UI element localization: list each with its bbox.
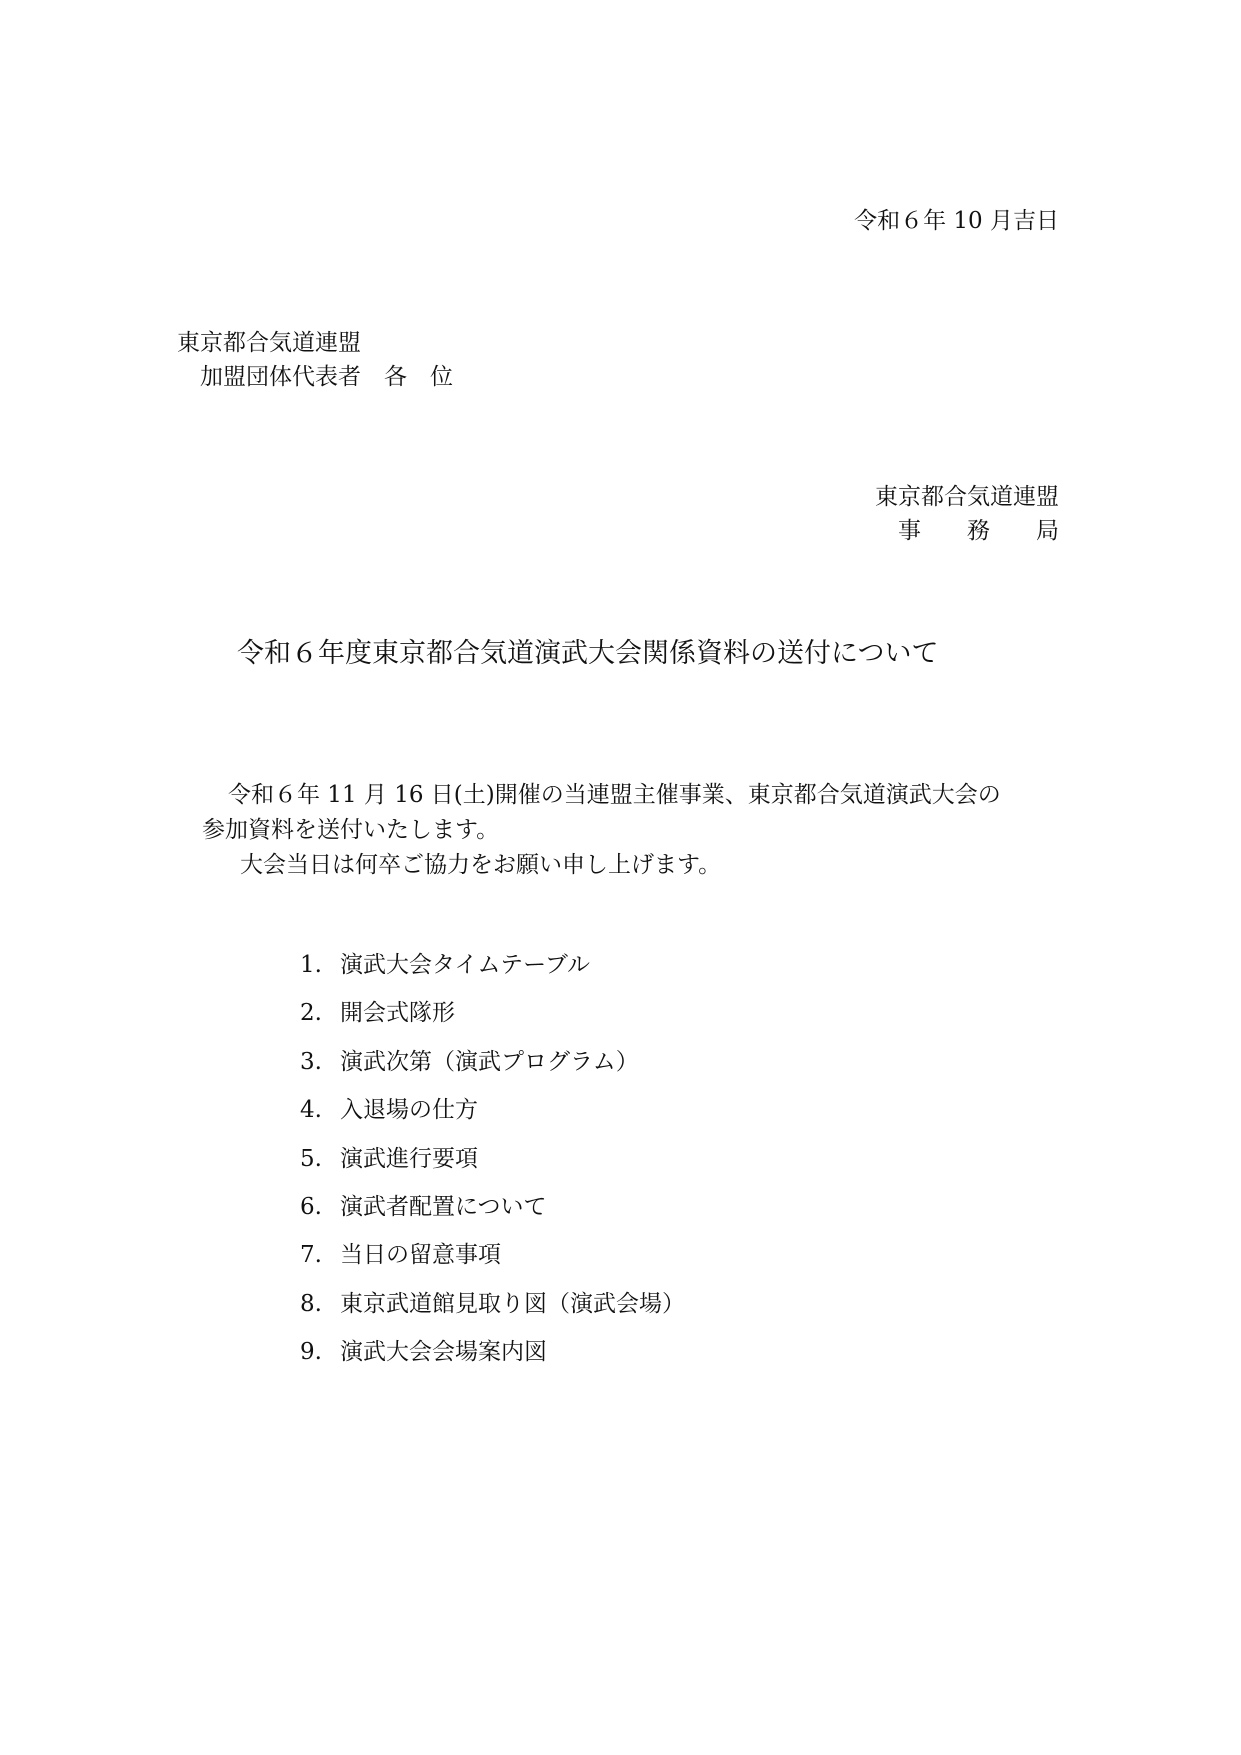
list-item-text: 演武者配置について <box>340 1193 547 1220</box>
recipient-title: 加盟団体代表者 各 位 <box>200 364 453 390</box>
list-item-number: 8. <box>300 1290 322 1317</box>
body-paragraph-1-line-2: 参加資料を送付いたします。 <box>202 817 500 843</box>
list-item <box>300 1047 685 1095</box>
list-item <box>300 1144 685 1192</box>
body-paragraph-1-line-1: 令和６年 11 月 16 日(土)開催の当連盟主催事業、東京都合気道演武大会の <box>228 782 1001 808</box>
list-item-number: 3. <box>300 1048 322 1075</box>
list-item-number: 6. <box>300 1193 322 1220</box>
list-item-text: 東京武道館見取り図（演武会場） <box>340 1290 685 1317</box>
list-item <box>300 1289 685 1337</box>
list-item <box>300 950 685 998</box>
list-item-text: 当日の留意事項 <box>340 1242 501 1269</box>
list-item-number: 2. <box>300 1000 322 1027</box>
document-date: 令和６年 10 月吉日 <box>854 208 1059 234</box>
body-paragraph-2: 大会当日は何卒ご協力をお願い申し上げます。 <box>240 852 722 878</box>
list-item-text: 演武進行要項 <box>340 1145 478 1172</box>
list-item-number: 1. <box>300 952 322 978</box>
list-item-text: 演武大会タイムテーブル <box>340 952 591 978</box>
list-item <box>300 1192 685 1240</box>
list-item <box>300 998 685 1046</box>
sender-office: 事 務 局 <box>898 518 1059 544</box>
list-item-text: 入退場の仕方 <box>340 1097 478 1124</box>
list-item-text: 開会式隊形 <box>340 1000 455 1027</box>
list-item <box>300 1095 685 1143</box>
list-item-number: 5. <box>300 1145 322 1172</box>
enclosure-list <box>300 950 685 1386</box>
list-item <box>300 1337 685 1385</box>
list-item-text: 演武大会会場案内図 <box>340 1339 547 1366</box>
list-item-number: 4. <box>300 1097 322 1124</box>
list-item-number: 9. <box>300 1339 322 1366</box>
document-title: 令和６年度東京都合気道演武大会関係資料の送付について <box>237 638 939 669</box>
list-item-number: 7. <box>300 1242 322 1269</box>
sender-organization: 東京都合気道連盟 <box>875 484 1059 510</box>
list-item-text: 演武次第（演武プログラム） <box>340 1048 639 1075</box>
list-item <box>300 1240 685 1288</box>
recipient-organization: 東京都合気道連盟 <box>177 330 361 356</box>
